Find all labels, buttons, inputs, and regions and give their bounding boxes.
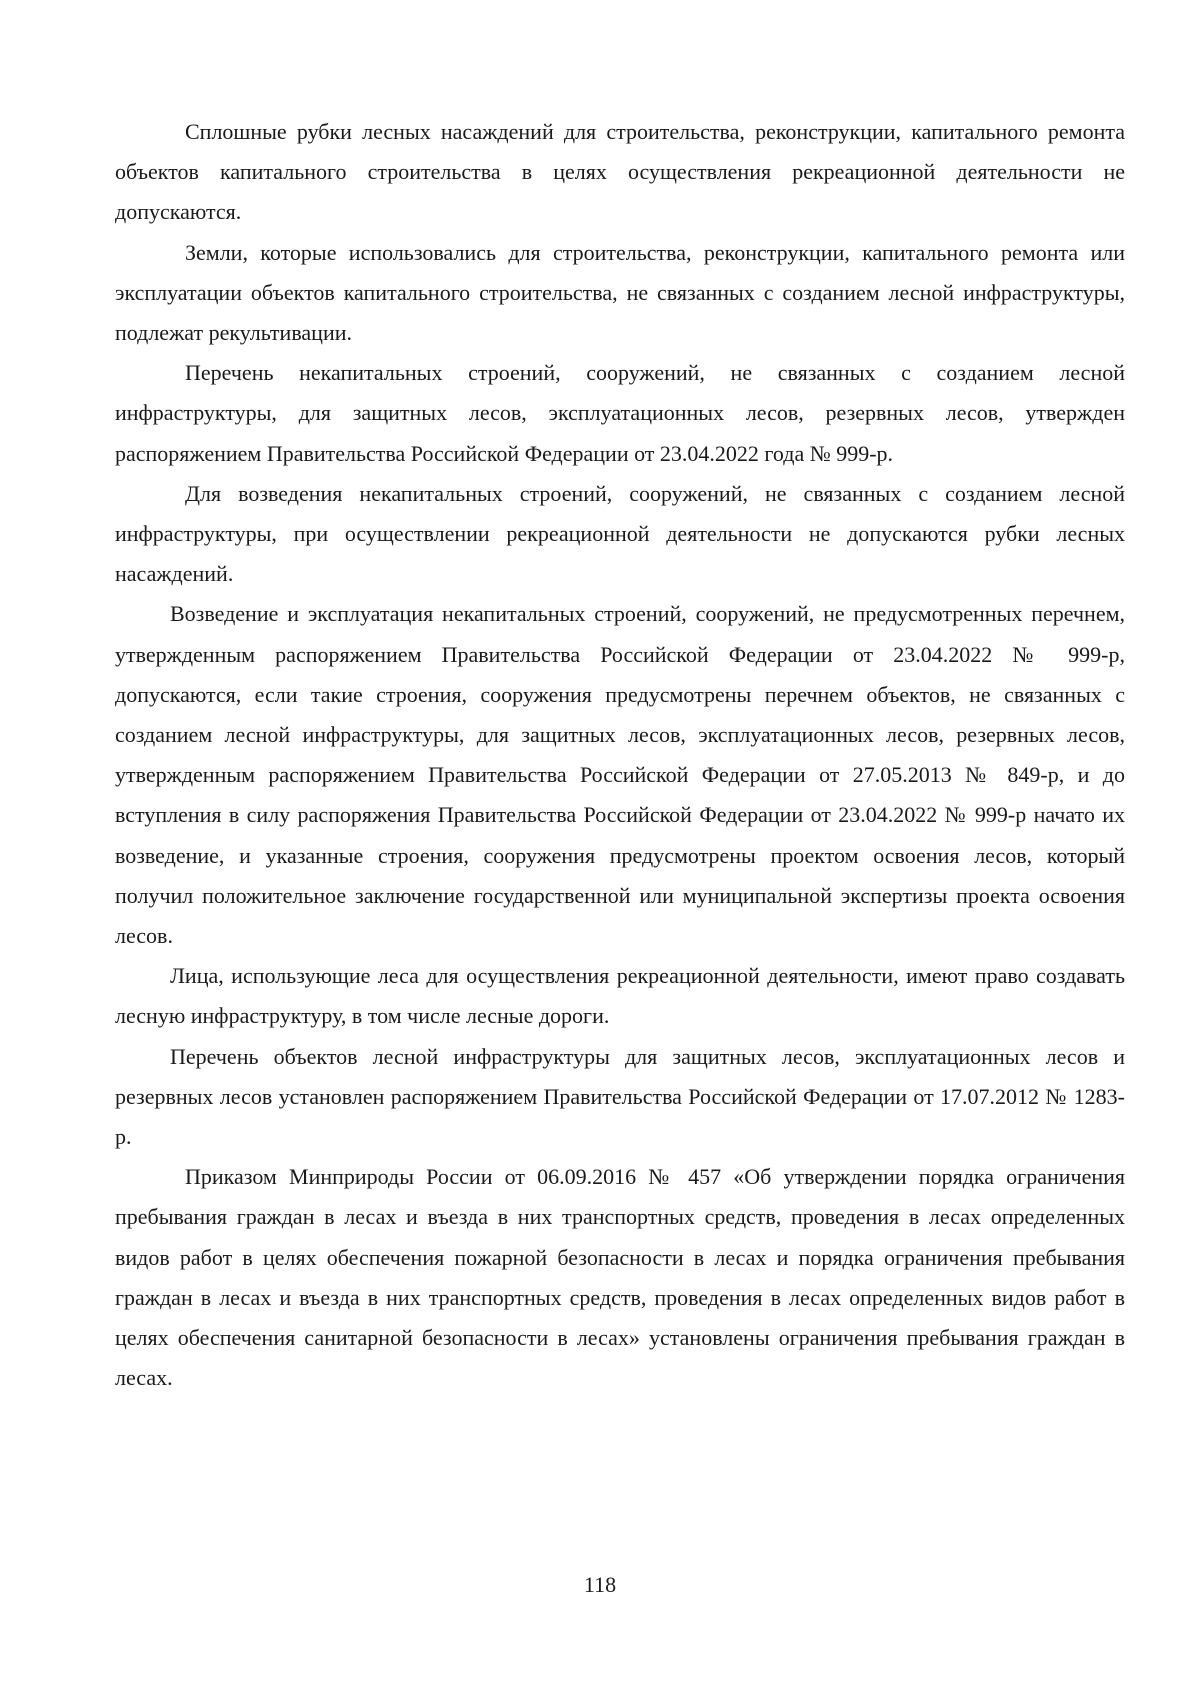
paragraph: Для возведения некапитальных строений, сооружений, не связанных с созданием лесной инфраструктуры, при осуществлении рекреационной деятельности не допускаются рубки лесных насаждений. [115,480,1125,587]
paragraph: Перечень объектов лесной инфраструктуры для защитных лесов, эксплуатационных лесов и резервных лесов установлен распоряжением Правительства Российской Федерации от 17.07.2012 № 1283-р. [115,1043,1125,1150]
paragraph: Приказом Минприроды России от 06.09.2016 № 457 «Об утверждении порядка ограничения пребывания граждан в лесах и въезда в них транспортных средств, проведения в лесах определенных видов работ в целях обеспечения пожарной безопасности в лесах и порядка ограничения пребывания граждан в лесах и въезда в них транспортных средств, проведения в лесах определенных видов работ в целях обеспечения санитарной безопасности в лесах» установлены ограничения пребывания граждан в лесах. [115,1164,1125,1391]
paragraph: Возведение и эксплуатация некапитальных строений, сооружений, не предусмотренных перечнем, утвержденным распоряжением Правительства Российской Федерации от 23.04.2022 № 999-р, допускаются, если такие строения, сооружения предусмотрены перечнем объектов, не связанных с созданием лесной инфраструктуры, для защитных лесов, эксплуатационных лесов, резервных лесов, утвержденным распоряжением Правительства Российской Федерации от 27.05.2013 № 849-р, и до вступления в силу распоряжения Правительства Российской Федерации от 23.04.2022 № 999-р начато их возведение, и указанные строения, сооружения предусмотрены проектом освоения лесов, который получил положительное заключение государственной или муниципальной экспертизы проекта освоения лесов. [115,601,1125,949]
paragraph: Земли, которые использовались для строительства, реконструкции, капитального ремонта или эксплуатации объектов капитального строительства, не связанных с созданием лесной инфраструктуры, подлежат рекультивации. [115,239,1125,346]
paragraph: Сплошные рубки лесных насаждений для строительства, реконструкции, капитального ремонта объектов капитального строительства в целях осуществления рекреационной деятельности не допускаются. [115,119,1125,225]
page-number: 118 [583,1572,617,1597]
paragraph: Лица, использующие леса для осуществления рекреационной деятельности, имеют право создавать лесную инфраструктуру, в том числе лесные дороги. [115,963,1125,1029]
page-body [115,112,1125,1399]
paragraph: Перечень некапитальных строений, сооружений, не связанных с созданием лесной инфраструктуры, для защитных лесов, эксплуатационных лесов, резервных лесов, утвержден распоряжением Правительства Российской Федерации от 23.04.2022 года № 999-р. [115,360,1125,466]
